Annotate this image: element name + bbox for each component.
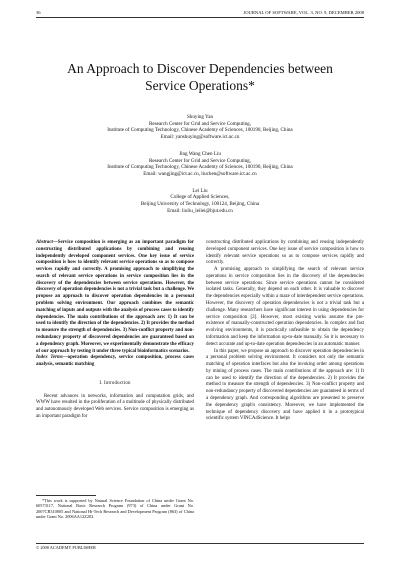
body-paragraph: constructing distributed applications by combining and reusing independently developed component services. One key issue of service composition is how to identify relevant service operations so as to compose services rapidly and correctly. [206,240,364,266]
journal-name: JOURNAL OF SOFTWARE, VOL. 3, NO. 9, DECEMBER 2008 [243,10,364,15]
title-line-2: Service Operations* [145,78,255,93]
abstract-text: —Service composition is emerging as an important paradigm for constructing distributed applications by combining and reusing independently developed component services. One key issue of service composition is how to identify relevant service operations so as to compose services rapidly and correctly. A promising approach to simplifying the search of relevant service operations in service composition lies in the discovery of the dependencies between service operations. However, the discovery of operation dependencies is not a trivial task but a challenge. We propose an approach to discover operation dependencies in a personal problem solving environment. Our approach combines the semantic matching of inputs and outputs with the analysis of process cases to identify dependencies. The main contributions of the approach are: 1) It can be used to identify the direction of the dependencies. 2) It provides the method to measure the strength of dependencies. 3) Non-conflict property and non-redundancy property of discovered dependencies are guaranteed based on a dependency graph. Moreover, we experimentally demonstrate the efficacy of our approach by testing it under three typical bioinformatics scenarios. [36,240,194,354]
author-block-2 [36,151,364,178]
footnote-divider [36,495,96,496]
funding-footnote: *This work is supported by Natural Science Foundation of China under Grant No. 60573117, National Basic Research Program (973) of China under Grant No. 2007CB310805 and National Hi-Tech Research and Development Program (863) of China under Grant No. 2006AA12Z202. [36,498,194,520]
section-heading: I. Introduction [99,380,131,386]
author-name: Shuying Yan [186,114,214,120]
author-affiliation: Research Center for Grid and Service Computing, [149,157,251,164]
author-affiliation: Beijing University of Technology, 100124, Beijing, China [140,201,260,208]
paper-title [36,60,364,94]
abstract-lead: Abstract [36,240,53,245]
author-affiliation: College of Applied Sciences, [170,194,230,201]
header-divider [36,17,364,18]
author-email: Email: wangjing@ict.ac.cn, liuchen@software.ict.ac.cn [143,170,257,177]
index-terms [36,355,194,369]
title-line-1: An Approach to Discover Dependencies between [67,61,333,76]
author-block-3 [36,188,364,215]
author-list [36,114,364,224]
abstract [36,240,194,355]
running-header [36,9,364,17]
intro-paragraph: Recent advances in networks, information and computation grids, and WWW have resulted in the proliferation of a multitude of physically distributed and autonomously developed Web services. Service composition is emerging as an important paradigm for [36,393,194,419]
left-column [36,240,194,421]
right-column [206,240,364,423]
author-name: Lei Liu [192,187,208,194]
author-name: Jing Wang Chen Liu [179,150,221,157]
publisher-footer: © 2008 ACADEMY PUBLISHER [36,545,96,550]
author-affiliation: Institute of Computing Technology, Chinese Academy of Sciences, 100190, Beijing, China [107,127,293,134]
index-terms-text: —operation dependency, service composition, process cases analysis, semantic matching [36,355,194,368]
body-paragraph: In this paper, we propose an approach to discover operation dependencies in a personal problem solving environment. It considers not only the semantic matching of operation interfaces but also the invoking order among operations by mining of process cases. The main contributions of the approach are: 1) It can be used to identify the direction of the dependencies. 2) It provides the method to measure the strength of dependencies. 3) Non-conflict property and non-redundancy property of discovered dependencies are guaranteed in terms of a dependency graph. And corresponding algorithms are presented to preserve the dependency graph's consistency. Moreover, we have implemented the technique of dependency discovery and have applied it in a prototypical scientific system VINCA4Science. It helps [206,348,364,422]
index-terms-lead: Index Terms [36,355,63,361]
footer-divider [36,543,364,544]
author-affiliation: Institute of Computing Technology, Chinese Academy of Sciences, 100190, Beijing, China [107,164,293,171]
body-paragraph: A promising approach to simplifying the search of relevant service operations in service composition lies in the discovery of the dependencies between service operations. Since service operations cannot be considered isolated tasks. Generally, they depend on each other. It is valuable to discover the dependencies especially within a maze of interdependent service operations. However, the discovery of operation dependencies is not a trivial task but a challenge. Many researchers have significant interest in using dependencies for service composition [2]. However, most existing works assume the pre-existence of manually-constructed operation dependencies. In complex and fast evolving environments, it is practically unfeasible to obtain the dependency information and keep the information up-to-date manually. So it is necessary to detect accurate and up-to-date operation dependencies in an automatic manner. [206,267,364,347]
author-email: Email: liuliu_leilei@bjut.edu.cn [167,207,233,214]
author-email: Email: yanshuying@software.ict.ac.cn [160,134,240,141]
author-affiliation: Research Center for Grid and Service Computing, [149,120,251,127]
author-block-1 [36,114,364,141]
page-number: 36 [36,10,41,15]
